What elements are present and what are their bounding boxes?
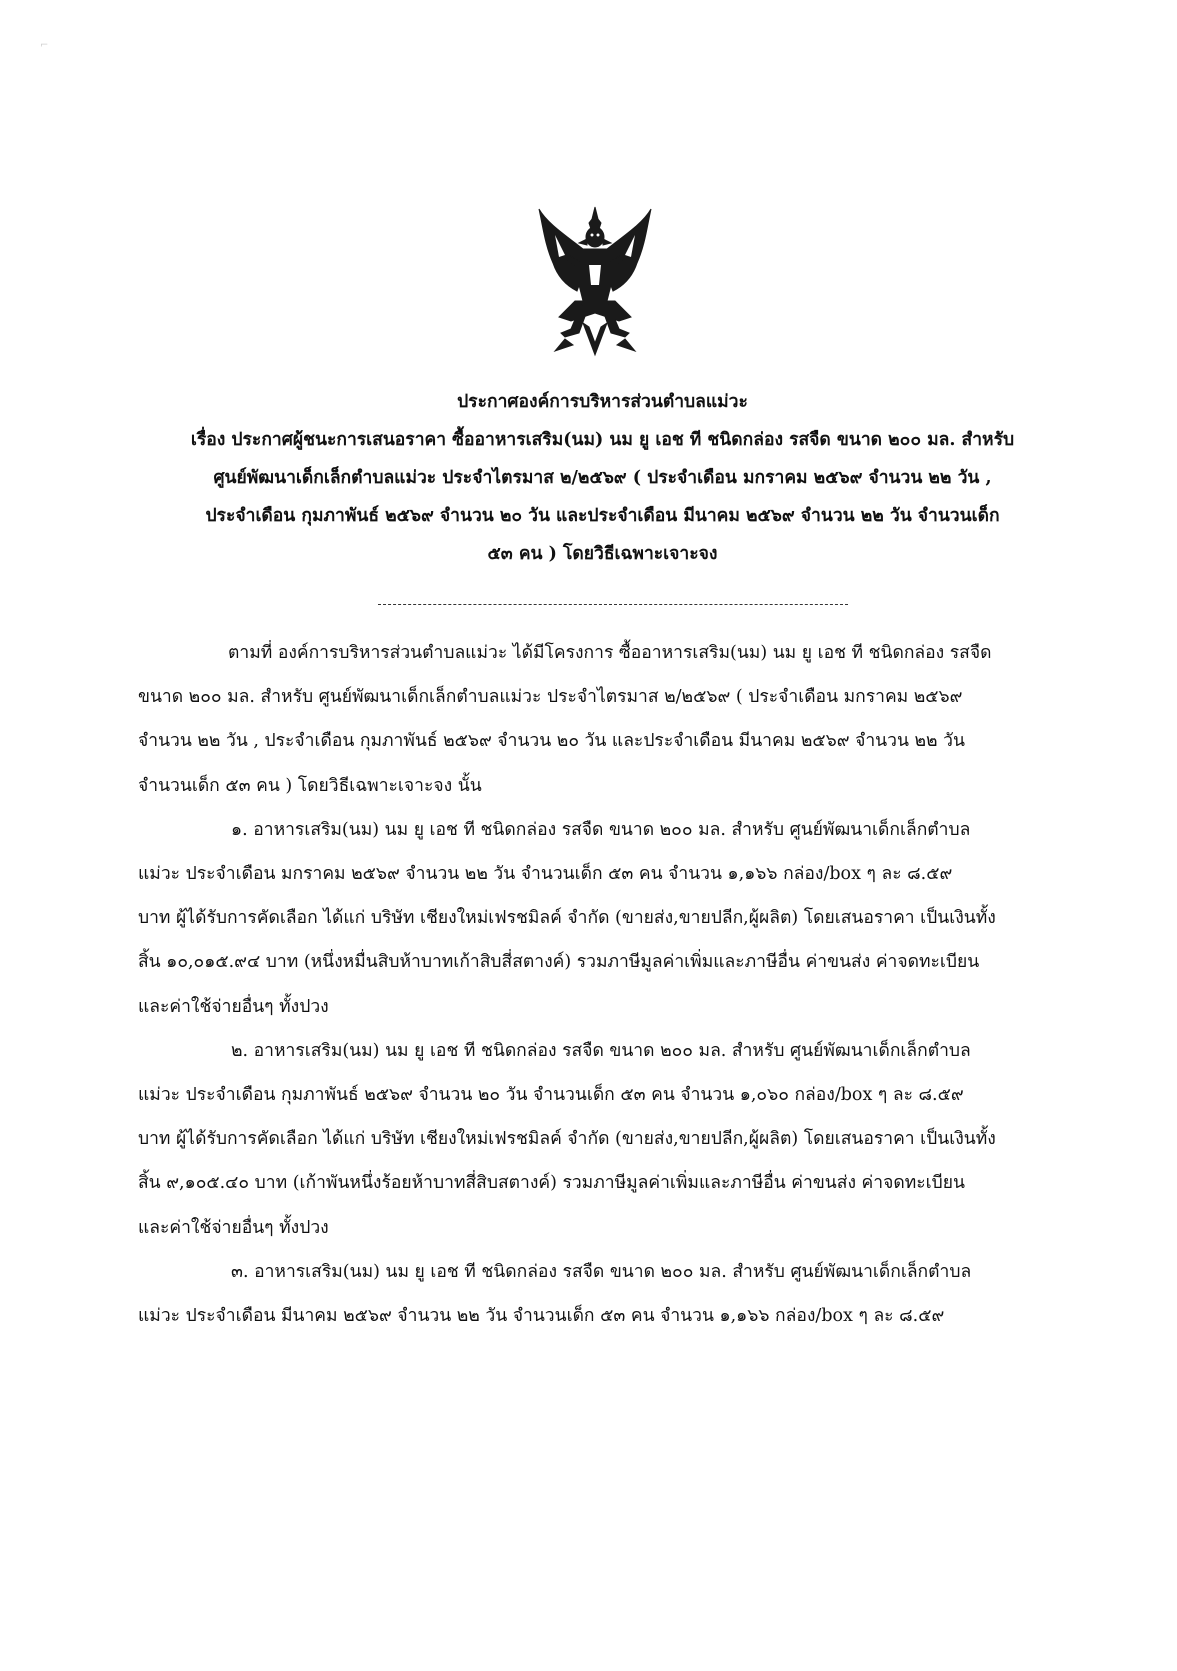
item-line: และค่าใช้จ่ายอื่นๆ ทั้งปวง [138,1217,329,1238]
intro-line: จำนวนเด็ก ๕๓ คน ) โดยวิธีเฉพาะเจาะจง นั้น [138,775,482,796]
garuda-emblem-icon [535,205,655,360]
item-line: แม่วะ ประจำเดือน มกราคม ๒๕๖๙ จำนวน ๒๒ วัน จำนวนเด็ก ๕๓ คน จำนวน ๑,๑๖๖ กล่อง/box ๆ ละ ๘.๕๙ [138,864,953,885]
intro-line: จำนวน ๒๒ วัน , ประจำเดือน กุมภาพันธ์ ๒๕๖๙ จำนวน ๒๐ วัน และประจำเดือน มีนาคม ๒๕๖๙ จำนวน ๒๒ วัน [138,731,965,752]
item-line: และค่าใช้จ่ายอื่นๆ ทั้งปวง [138,996,329,1017]
corner-scan-mark: ⌐ [40,40,49,51]
subject-line: ประจำเดือน กุมภาพันธ์ ๒๕๖๙ จำนวน ๒๐ วัน และประจำเดือน มีนาคม ๒๕๖๙ จำนวน ๒๒ วัน จำนวนเด็ก [205,506,1000,526]
item-line: สิ้น ๙,๑๐๕.๔๐ บาท (เก้าพันหนึ่งร้อยห้าบาทสี่สิบสตางค์) รวมภาษีมูลค่าเพิ่มและภาษีอื่น ค่าขนส่ง ค่าจดทะเบียน [138,1173,965,1194]
subject-line: ๕๓ คน ) โดยวิธีเฉพาะเจาะจง [487,544,718,564]
item-line: ๓. อาหารเสริม(นม) นม ยู เอช ที ชนิดกล่อง รสจืด ขนาด ๒๐๐ มล. สำหรับ ศูนย์พัฒนาเด็กเล็กตำบล [231,1261,972,1282]
subject-line: ศูนย์พัฒนาเด็กเล็กตำบลแม่วะ ประจำไตรมาส ๒/๒๕๖๙ ( ประจำเดือน มกราคม ๒๕๖๙ จำนวน ๒๒ วัน , [213,468,992,488]
heading-separator [378,604,848,605]
announcement-title: ประกาศองค์การบริหารส่วนตำบลแม่วะ [457,392,748,412]
subject-line: เรื่อง ประกาศผู้ชนะการเสนอราคา ซื้ออาหารเสริม(นม) นม ยู เอช ที ชนิดกล่อง รสจืด ขนาด ๒๐๐ มล. สำหรับ [190,430,1015,450]
item-line: บาท ผู้ได้รับการคัดเลือก ได้แก่ บริษัท เชียงใหม่เฟรชมิลค์ จำกัด (ขายส่ง,ขายปลีก,ผู้ผลิต) โดยเสนอราคา เป็นเงินทั้ง [138,908,996,929]
item-line: แม่วะ ประจำเดือน กุมภาพันธ์ ๒๕๖๙ จำนวน ๒๐ วัน จำนวนเด็ก ๕๓ คน จำนวน ๑,๐๖๐ กล่อง/box ๆ ละ ๘.๕๙ [138,1085,964,1106]
item-line: บาท ผู้ได้รับการคัดเลือก ได้แก่ บริษัท เชียงใหม่เฟรชมิลค์ จำกัด (ขายส่ง,ขายปลีก,ผู้ผลิต) โดยเสนอราคา เป็นเงินทั้ง [138,1129,996,1150]
announcement-body [138,631,1098,1338]
item-line: แม่วะ ประจำเดือน มีนาคม ๒๕๖๙ จำนวน ๒๒ วัน จำนวนเด็ก ๕๓ คน จำนวน ๑,๑๖๖ กล่อง/box ๆ ละ ๘.๕๙ [138,1306,945,1327]
item-line: ๒. อาหารเสริม(นม) นม ยู เอช ที ชนิดกล่อง รสจืด ขนาด ๒๐๐ มล. สำหรับ ศูนย์พัฒนาเด็กเล็กตำบล [231,1040,971,1061]
item-line: สิ้น ๑๐,๐๑๕.๙๔ บาท (หนึ่งหมื่นสิบห้าบาทเก้าสิบสี่สตางค์) รวมภาษีมูลค่าเพิ่มและภาษีอื่น ค่าขนส่ง ค่าจดทะเบียน [138,952,980,973]
intro-line: ตามที่ องค์การบริหารส่วนตำบลแม่วะ ได้มีโครงการ ซื้ออาหารเสริม(นม) นม ยู เอช ที ชนิดกล่อง รสจืด [228,643,992,663]
item-line: ๑. อาหารเสริม(นม) นม ยู เอช ที ชนิดกล่อง รสจืด ขนาด ๒๐๐ มล. สำหรับ ศูนย์พัฒนาเด็กเล็กตำบล [231,819,971,840]
announcement-heading [120,383,1085,573]
intro-line: ขนาด ๒๐๐ มล. สำหรับ ศูนย์พัฒนาเด็กเล็กตำบลแม่วะ ประจำไตรมาส ๒/๒๕๖๙ ( ประจำเดือน มกราคม ๒๕๖๙ [138,687,963,708]
